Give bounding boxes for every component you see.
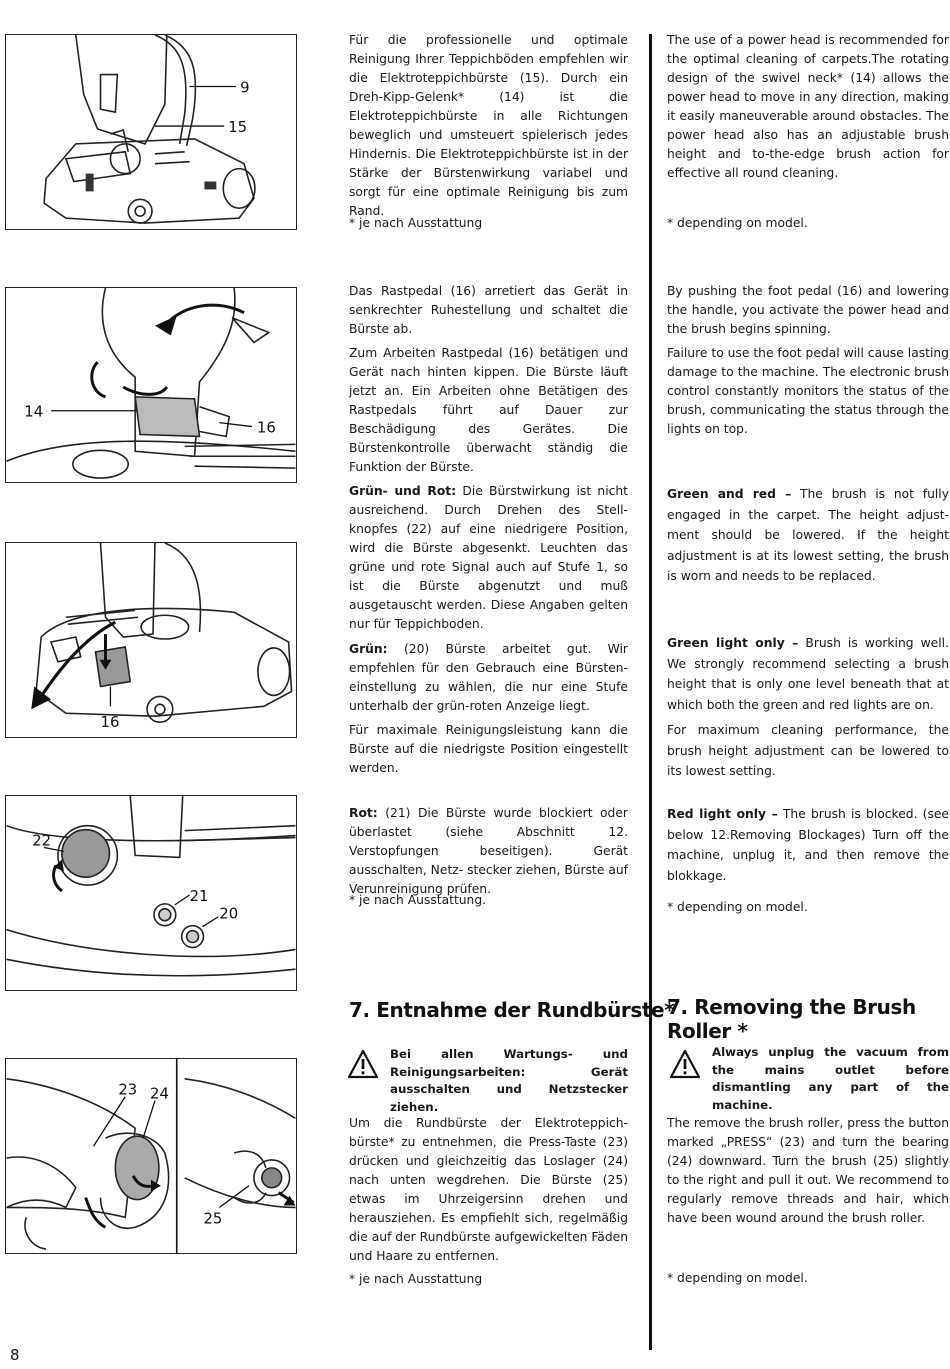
- brush-removal-illustration: [6, 1059, 296, 1253]
- en-green-lead: Green light only –: [667, 636, 799, 650]
- page-number: 8: [10, 1346, 20, 1364]
- de-green-text: (20) Bürste arbeitet gut. Wir empfehlen für den Gebrauch eine Bürsten- einstellung zu wählen, die nur eine Stufe unterhalb der grün-roten Anzeige liegt.: [349, 642, 628, 713]
- de-footnote-3: * je nach Ausstattung: [349, 1272, 483, 1286]
- en-section-heading: 7. Removing the Brush Roller *: [667, 995, 916, 1043]
- leader-line: [94, 1097, 126, 1146]
- callout-16: 16: [100, 714, 120, 732]
- en-section-power-head: [667, 31, 949, 188]
- callout-25: 25: [203, 1210, 223, 1228]
- en-green-text: Brush is working well. We strongly recommend selecting a brush height that is only one level beneath that at which both the green and red lights are on.: [667, 636, 949, 712]
- callout-20: 20: [219, 905, 239, 923]
- de-warning-text: Bei allen Wartungs- und Reinigungsarbeiten: Gerät ausschalten und Netzstecker ziehen.: [390, 1047, 628, 1114]
- de-red-lead: Rot:: [349, 806, 378, 820]
- en-warning-text: Always unplug the vacuum from the mains outlet before dismantling any part of the machine.: [712, 1045, 949, 1112]
- leader-line: [202, 917, 218, 927]
- en-section-green-red: [667, 484, 949, 592]
- en-green-red-lead: Green and red –: [667, 487, 792, 501]
- en-green-red-text: The brush is not fully engaged in the carpet. The height adjust- ment should be lowered. If the height adjustment is at its lowest setting, the brush is worn and needs to be replaced.: [667, 487, 949, 583]
- de-footnote-1: * je nach Ausstattung: [349, 216, 483, 230]
- warning-icon: [347, 1049, 379, 1079]
- en-section-brush-removal: [667, 1114, 949, 1233]
- callout-24: 24: [150, 1085, 169, 1103]
- en-green-text-2: For maximum cleaning performance, the brush height adjustment can be lowered to its lowest setting.: [667, 723, 949, 778]
- leader-line: [219, 423, 252, 427]
- de-section-green-red: [349, 482, 628, 639]
- callout-14: 14: [24, 403, 44, 421]
- de-green-lead: Grün:: [349, 642, 388, 656]
- de-power-head-text: Für die professionelle und optimale Reinigung Ihrer Teppichböden empfehlen wir die Elektroteppichbürste (15). Durch ein Dreh-Kipp-Gelenk* (14) ist die Elektroteppichbürste in alle Richtungen beweglich und umsteuert spielerisch jedes Hindernis. Die Elektroteppichbürste ist in der Stärke der Bürstenwirkung variabel und sorgt für eine optimale Reinigung bis zum Rand.: [349, 33, 628, 218]
- de-foot-pedal-text-1: Das Rastpedal (16) arretiert das Gerät in senkrechter Ruhestellung und schaltet die Bürste ab.: [349, 284, 628, 336]
- figure-brush-removal: [5, 1058, 297, 1254]
- leader-line: [219, 1186, 249, 1208]
- callout-16: 16: [256, 419, 276, 437]
- callout-22: 22: [32, 832, 52, 850]
- de-green-text-2: Für maximale Reinigungsleistung kann die Bürste auf die niedrigste Position eingestellt werden.: [349, 723, 628, 775]
- figure-brush-height-knob: [5, 795, 297, 991]
- leader-line: [143, 1101, 155, 1139]
- tilt-handle-illustration: [6, 543, 296, 737]
- de-section-heading: 7. Entnahme der Rundbürste*: [349, 998, 675, 1022]
- en-section-foot-pedal: [667, 282, 949, 444]
- power-head-illustration: [6, 35, 296, 229]
- en-footnote-1: * depending on model.: [667, 216, 808, 230]
- de-section-red: [349, 804, 628, 904]
- brush-height-knob-illustration: [6, 796, 296, 990]
- callout-9: 9: [240, 79, 250, 97]
- en-foot-pedal-text-2: Failure to use the foot pedal will cause lasting damage to the machine. The electronic brush control constantly monitors the status of the brush, communicating the status through the lights on top.: [667, 346, 949, 436]
- en-footnote-2: * depending on model.: [667, 900, 808, 914]
- column-divider: [649, 34, 652, 1350]
- en-brush-removal-text: The remove the brush roller, press the button marked „PRESS“ (23) and turn the bearing (24) downward. Turn the brush (25) slightly to the right and pull it out. We recommend to regularly remove threads and hair, which have been wound around the brush roller.: [667, 1116, 949, 1225]
- figure-foot-pedal: [5, 287, 297, 483]
- en-power-head-text: The use of a power head is recommended for the optimal cleaning of carpets.The rotating design of the swivel neck* (14) allows the power head to move in any direction, making it easily maneuverable around obstacles. The power head also has an adjustable brush height and to-the-edge brush action for effective all round cleaning.: [667, 33, 949, 180]
- callout-15: 15: [228, 118, 248, 136]
- en-red-text: The brush is blocked. (see below 12.Removing Blockages) Turn off the machine, unplug it, and then remove the blokkage.: [667, 807, 949, 883]
- de-green-red-text: Die Bürstwirkung ist nicht ausreichend. Durch Drehen des Stell- knopfes (22) auf eine niedrigere Position, wird die Bürste abgesenkt. Leuchten das grüne und rote Signal auch auf Stufe 1, so ist die Bürste abgenutzt und muß ausgetauscht werden. Diese Angaben gelten nur für Teppichboden.: [349, 484, 629, 631]
- en-red-lead: Red light only –: [667, 807, 778, 821]
- callout-23: 23: [118, 1081, 138, 1099]
- figure-power-head: [5, 34, 297, 230]
- leader-line: [175, 895, 190, 905]
- en-foot-pedal-text-1: By pushing the foot pedal (16) and lowering the handle, you activate the power head and the brush begins spinning.: [667, 284, 949, 336]
- en-section-red: [667, 804, 949, 891]
- foot-pedal-illustration: [6, 288, 296, 482]
- de-section-foot-pedal: [349, 282, 628, 482]
- warning-icon: [669, 1049, 701, 1079]
- callout-21: 21: [189, 887, 209, 905]
- de-green-red-lead: Grün- und Rot:: [349, 484, 457, 498]
- en-footnote-3: * depending on model.: [667, 1271, 808, 1285]
- de-red-text: (21) Die Bürste wurde blockiert oder überlastet (siehe Abschnitt 12. Verstopfungen beseitigen). Gerät ausschalten, Netz- stecker ziehen, Bürste auf Verunreinigung prüfen.: [349, 806, 628, 896]
- de-brush-removal-text: Um die Rundbürste der Elektroteppich- bürste* zu entnehmen, die Press-Taste (23) drücken und gleichzeitig das Loslager (24) nach unten wegdrehen. Die Bürste (25) etwas im Uhrzeigersinn drehen und herausziehen. Es empfiehlt sich, regelmäßig die auf der Rundbürste aufgewickelten Fäden und Haare zu entfernen.: [349, 1116, 629, 1263]
- de-section-power-head: [349, 31, 628, 226]
- de-section-brush-removal: [349, 1114, 628, 1271]
- de-foot-pedal-text-2: Zum Arbeiten Rastpedal (16) betätigen und Gerät nach hinten kippen. Die Bürste läuft jetzt an. Ein Arbeiten ohne Betätigen des Rastpedals führt auf Dauer zur Beschädigung des Gerätes. Die Bürstenkontrolle überwacht ständig die Funktion der Bürste.: [349, 346, 628, 474]
- en-section-green: [667, 633, 949, 787]
- figure-tilt-handle: [5, 542, 297, 738]
- de-footnote-2: * je nach Ausstattung.: [349, 893, 487, 907]
- de-section-green: [349, 640, 628, 783]
